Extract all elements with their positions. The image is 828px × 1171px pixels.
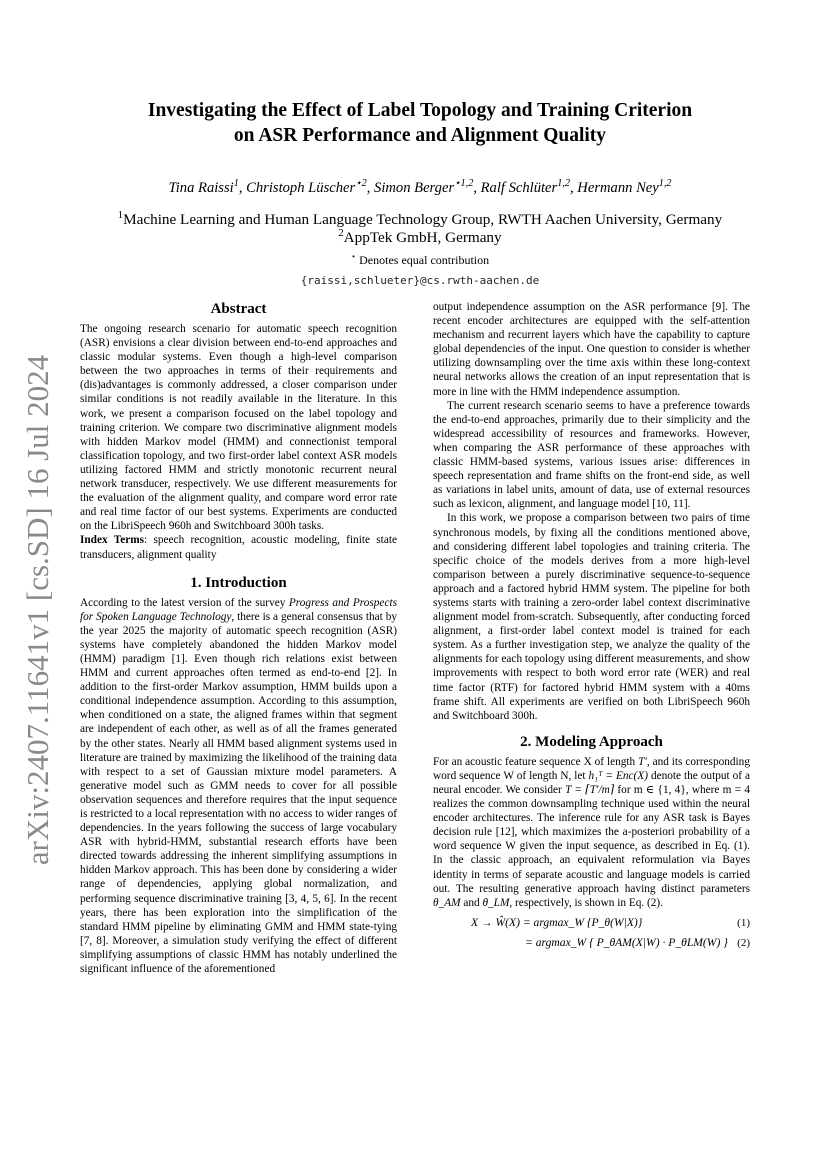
math-T: T = ⌈T′/m⌉ — [565, 784, 615, 796]
affil-text: AppTek GmbH, Germany — [343, 229, 502, 246]
equation-1-body: X → Ŵ(X) = argmax_W {P_θ(W|X)} — [471, 915, 643, 929]
model-text-f: , respectively, is shown in Eq. (2). — [509, 896, 664, 909]
email-address: {raissi,schlueter}@cs.rwth-aachen.de — [300, 274, 540, 287]
affil-marker: 2 — [338, 227, 344, 239]
author-name: Simon Berger — [374, 180, 455, 196]
author-name: Tina Raissi — [168, 180, 234, 196]
index-terms-text: : speech recognition, acoustic modeling, finite state transducers, alignment quality — [80, 534, 397, 561]
equation-1 — [433, 916, 750, 930]
author-sep: , — [473, 180, 481, 196]
author-sep: , — [238, 180, 247, 196]
arxiv-id-text: arXiv:2407.11641v1 [cs.SD] 16 Jul 2024 — [20, 354, 56, 866]
index-terms — [80, 533, 397, 561]
model-text-d: for m ∈ {1, 4}, where m = 4 realizes the common downsampling technique used within the neural encoder architectures. The inference rule for any ASR task is Bayes decision rule [12], which maximizes the a-posteriori probability of a word sequence W given the input sequence, as described in Eq. (1). In the classic approach, an equivalent reformulation via Bayes identity in terms of separate acoustic and language models is carried out. The resulting generative approach having distinct parameters — [433, 784, 751, 895]
right-column — [433, 300, 750, 950]
modeling-paragraph — [433, 755, 750, 910]
math-theta-am: θ_AM — [433, 896, 461, 909]
author-name: Christoph Lüscher — [246, 180, 356, 196]
author-affil: ⋆1,2 — [454, 178, 474, 190]
abstract-heading: Abstract — [210, 301, 267, 317]
model-text-b: , and its corresponding word sequence W of length N, let — [433, 755, 750, 782]
survey-title: Progress and Prospects for Spoken Language Technology — [80, 596, 397, 623]
intro-text-a: According to the latest version of the survey — [80, 596, 289, 609]
equation-2 — [433, 936, 750, 950]
paper-title — [70, 98, 770, 148]
equation-2-number: (2) — [737, 936, 750, 949]
author-affil: ⋆2 — [355, 178, 367, 190]
equal-contribution-note — [70, 253, 770, 268]
author-sep: , — [570, 180, 578, 196]
abstract-text: The ongoing research scenario for automatic speech recognition (ASR) envisions a clear division between end-to-end approaches and classic modular systems. Even though a high-level comparison between the two approaches in terms of their requirements and (dis)advantages is commonly addressed, a closer comparison under similar conditions is not readily available in the literature. In this work, we present a comparison focused on the label topology and training criterion. We compare two discriminative alignment models with hidden Markov model (HMM) and connectionist temporal classification topology, and two first-order label context ASR models utilizing factored HMM and strictly monotonic recurrent neural network transducer, respectively. We use different measurements for the evaluation of the alignment quality, and compare word error rate and real time factor of our best systems. Experiments are conducted on the LibriSpeech 960h and Switchboard 300h tasks. — [80, 323, 397, 533]
note-marker: ⋆ — [350, 252, 357, 261]
modeling-heading: 2. Modeling Approach — [520, 733, 663, 750]
right-paragraph-3: In this work, we propose a comparison between two pairs of time synchronous models, by fixing all the conditions mentioned above, and considering different label topologies and training criteria. The specific choice of the models derives from a more high-level comparison between a purely discriminative sequence-to-sequence approach and a factored hybrid HMM system. The pipeline for both systems starts with training a zero-order label context discriminative alignment model from-scratch. Subsequently, after conducting forced alignment, a first-order label context model is trained for each system. As a further investigation step, we analyze the quality of the alignments for each topology using different measurements, and show improvements with respect to both word error rate (WER) and real time factor (RTF) for factored hybrid HMM system with a 40ms frame shift. All experiments are verified on both LibriSpeech 960h and Switchboard 300h. — [433, 512, 750, 722]
equation-2-body: = argmax_W { P_θAM(X|W) · P_θLM(W) } — [525, 935, 728, 949]
right-paragraph-2: The current research scenario seems to have a preference towards the end-to-end approaches, primarily due to their simplicity and the widespread accessibility of resources and frameworks. However, when comparing the ASR performance of these approaches with classic HMM-based systems, various issues arise: differences in speech representation and frame shifts on the front-end side, as well as variations in label units, amount of data, use of external resources such as lexicon, alignment, and language model [10, 11]. — [433, 399, 750, 511]
equation-1-number: (1) — [737, 916, 750, 929]
model-text-e: and — [460, 896, 483, 909]
affiliation-1 — [70, 211, 770, 229]
author-affil: 1 — [233, 178, 239, 190]
math-Tprime: T′ — [638, 755, 647, 768]
left-column — [80, 300, 397, 976]
paper-header — [70, 98, 770, 287]
introduction-paragraph — [80, 596, 397, 977]
index-terms-label: Index Terms — [80, 534, 145, 547]
intro-text-b: , there is a general consensus that by the year 2025 the majority of automatic speech recognition (ASR) systems have completely abandoned the hidden Markov model (HMM) paradigm [1]. Even though rich relations exist between HMM and current approaches often termed as end-to-end [2]. In addition to the first-order Markov assumption, HMM builds upon a conditional independence assumption. According to this assumption, when conditioned on a state, the aligned frames within that segment are independent of each other, as well as of all the frames generated by the other states. Nearly all HMM based alignment systems used in literature are trained by maximizing the likelihood of the training data with respect to a set of Gaussian mixture model parameters. A generative model such as GMM needs to cover for all possible observation sequences and therefore requires that the input sequence is restricted to a local representation with no access to wider ranges of dependencies. In the years following the success of large vocabulary ASR with hybrid-HMM, substantial research efforts have been directed towards addressing the inherent simplifying assumptions in hidden Markov approach. This has been done by considering a wider range of dependencies, applying global normalization, and performing sequence discriminative training [3, 4, 5, 6]. In the recent years, there has been exploration into the simplification of the standard HMM pipeline by eliminating GMM and HMM state-tying [7, 8]. Moreover, a simulation study verifying the effect of different simplifying assumptions of classic HMM has notably underlined the significant influence of the aforementioned — [80, 610, 397, 976]
author-list — [70, 180, 770, 197]
author-affil: 1,2 — [658, 178, 672, 190]
model-text-a: For an acoustic feature sequence X of length — [433, 755, 639, 768]
math-theta-lm: θ_LM — [482, 896, 510, 909]
affiliations — [70, 211, 770, 247]
arxiv-identifier — [18, 354, 58, 866]
affiliation-2 — [70, 229, 770, 247]
affil-marker: 1 — [117, 209, 124, 221]
author-sep: , — [366, 180, 375, 196]
introduction-heading: 1. Introduction — [190, 574, 287, 591]
author-name: Hermann Ney — [577, 180, 659, 196]
right-paragraph-1: output independence assumption on the ASR performance [9]. The recent encoder architectures are equipped with the self-attention mechanism and recurrent layers which have the capability to capture global dependencies of the input. One question to consider is whether utilizing downsampling over the time axis within these long-context neural networks allows the creation of an input representation that is more in line with the HMM independence assumption. — [433, 301, 750, 398]
model-text-c: denote the output of a neural encoder. We consider — [433, 769, 750, 796]
math-encoder: h₁ᵀ = Enc(X) — [588, 769, 648, 782]
note-text: Denotes equal contribution — [356, 253, 490, 267]
title-line-1: Investigating the Effect of Label Topology and Training Criterion — [147, 100, 693, 121]
author-affil: 1,2 — [557, 178, 570, 190]
affil-text: Machine Learning and Human Language Technology Group, RWTH Aachen University, Germany — [123, 211, 723, 228]
title-line-2: on ASR Performance and Alignment Quality — [233, 125, 607, 146]
author-name: Ralf Schlüter — [480, 180, 558, 196]
